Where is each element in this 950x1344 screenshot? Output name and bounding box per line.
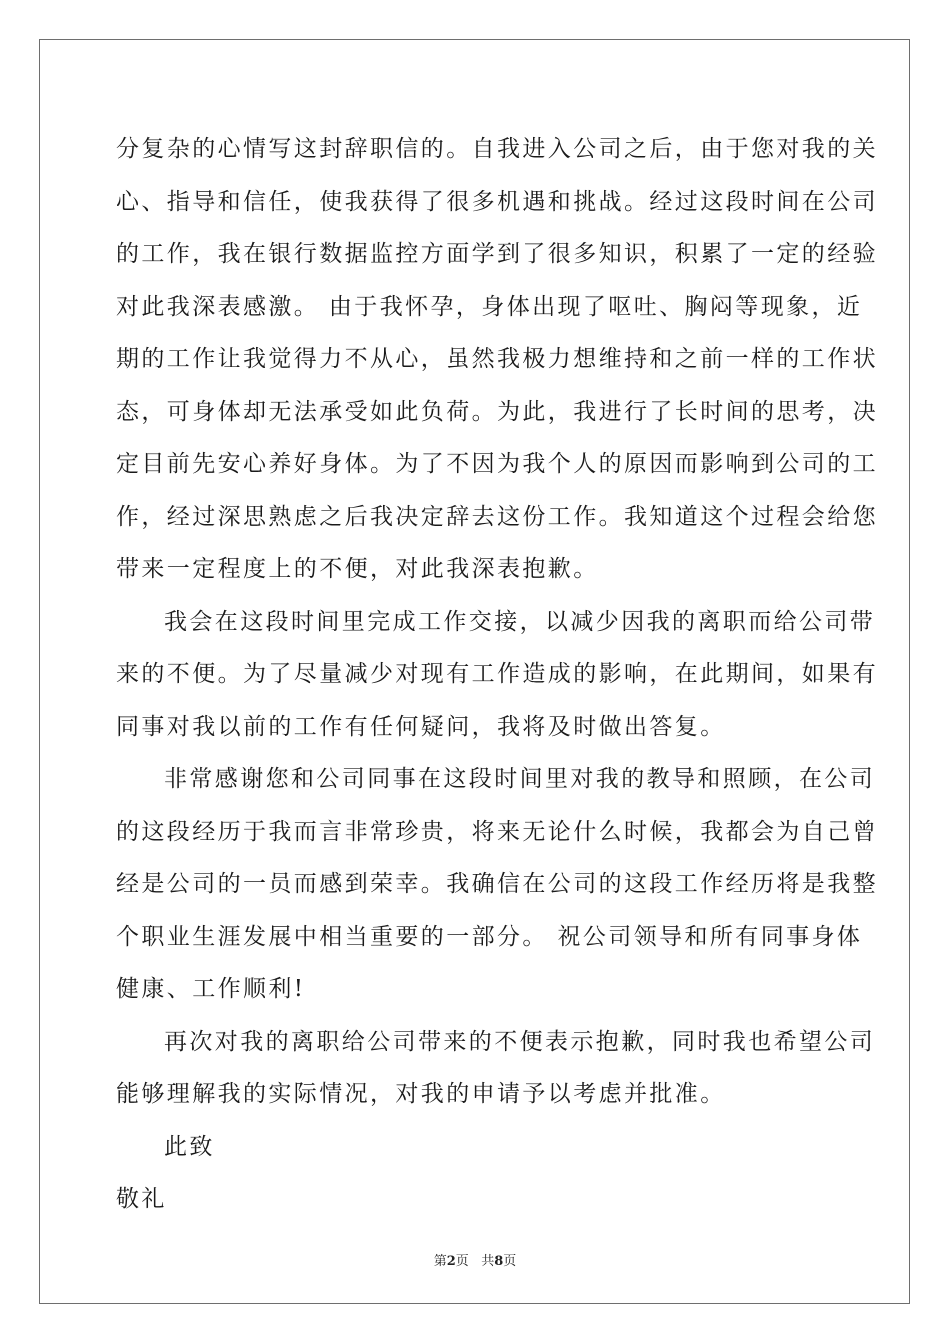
letter-line: 的这段经历于我而言非常珍贵，将来无论什么时候，我都会为自己曾 [116,818,878,845]
letter-closing: 此致 [164,1133,215,1160]
letter-line: 非常感谢您和公司同事在这段时间里对我的教导和照顾，在公司 [164,766,876,792]
letter-line: 对此我深表感激。 由于我怀孕，身体出现了呕吐、胸闷等现象，近 [116,293,863,320]
letter-line: 再次对我的离职给公司带来的不便表示抱歉，同时我也希望公司 [164,1028,876,1055]
letter-line: 健康、工作顺利! [116,976,306,1002]
letter-line: 定目前先安心养好身体。为了不因为我个人的原因而影响到公司的工 [116,451,878,477]
page-number: 2 [446,1254,456,1269]
total-prefix: 共 [481,1254,495,1269]
letter-line: 我会在这段时间里完成工作交接，以减少因我的离职而给公司带 [164,608,876,635]
total-pages: 8 [494,1254,504,1269]
letter-line: 的工作，我在银行数据监控方面学到了很多知识，积累了一定的经验 [116,241,878,267]
letter-line: 个职业生涯发展中相当重要的一部分。 祝公司领导和所有同事身体 [116,923,863,950]
letter-line: 能够理解我的实际情况，对我的申请予以考虑并批准。 [116,1081,726,1107]
letter-body [116,123,878,1226]
letter-line: 作，经过深思熟虑之后我决定辞去这份工作。我知道这个过程会给您 [116,503,878,530]
page-suffix: 页 [455,1254,469,1269]
letter-line: 态，可身体却无法承受如此负荷。为此，我进行了长时间的思考，决 [116,398,878,425]
letter-line: 期的工作让我觉得力不从心，虽然我极力想维持和之前一样的工作状 [116,346,878,372]
page-prefix: 第 [433,1254,447,1269]
letter-line: 心、指导和信任，使我获得了很多机遇和挑战。经过这段时间在公司 [116,188,878,215]
letter-line: 来的不便。为了尽量减少对现有工作造成的影响，在此期间，如果有 [116,661,878,687]
letter-line: 带来一定程度上的不便，对此我深表抱歉。 [116,556,599,582]
letter-salutation: 敬礼 [116,1186,167,1212]
letter-line: 经是公司的一员而感到荣幸。我确信在公司的这段工作经历将是我整 [116,871,878,897]
letter-line: 分复杂的心情写这封辞职信的。自我进入公司之后，由于您对我的关 [116,136,878,162]
letter-line: 同事对我以前的工作有任何疑问，我将及时做出答复。 [116,713,726,740]
page-footer [0,1250,950,1269]
total-suffix: 页 [503,1254,517,1269]
